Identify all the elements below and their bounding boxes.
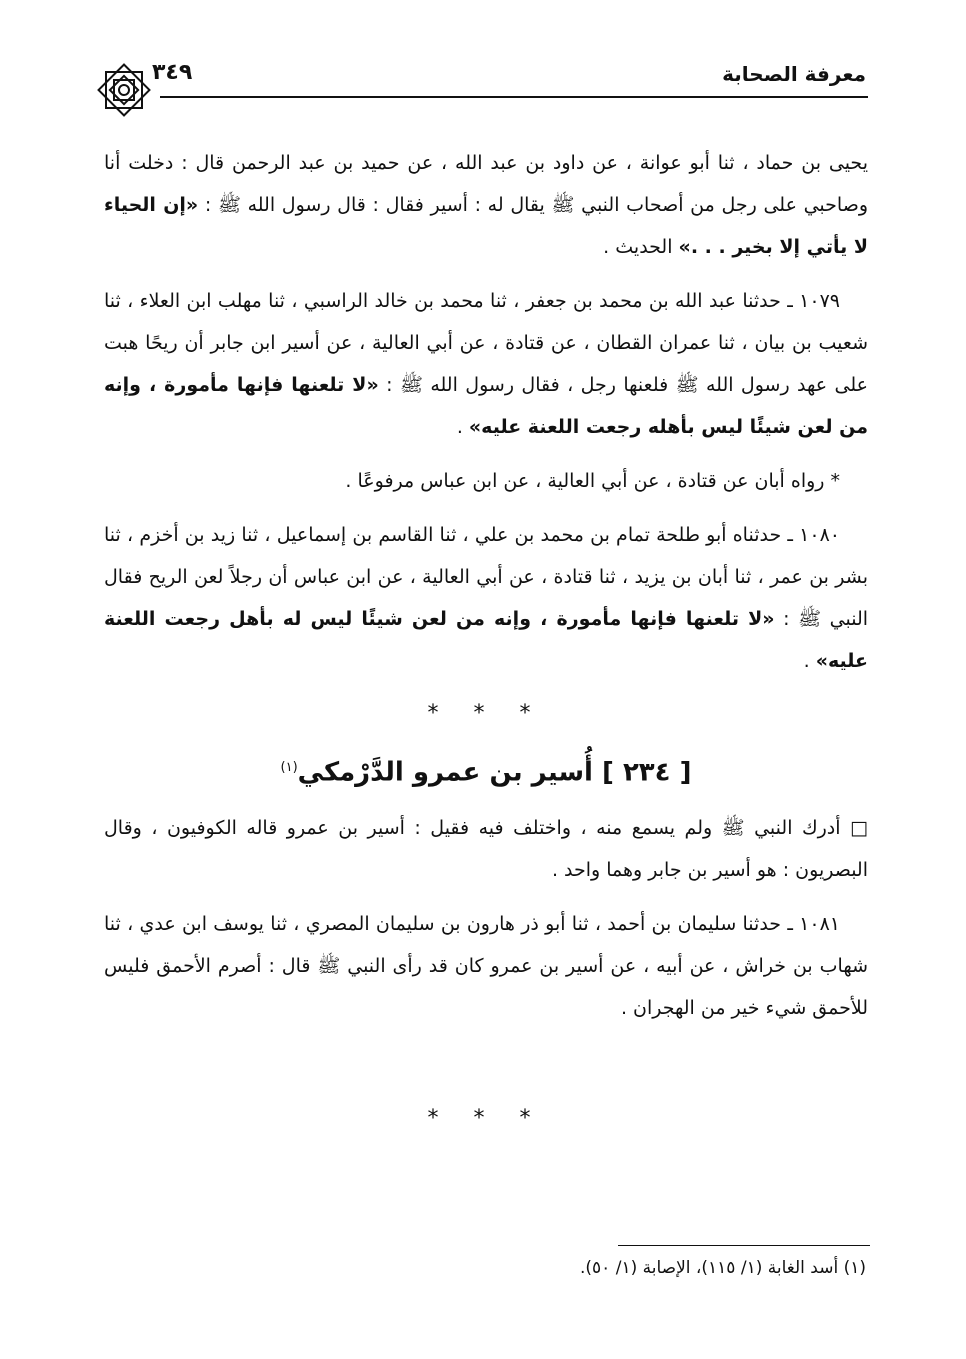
- hadith-1081: ١٠٨١ ـ حدثنا سليمان بن أحمد ، ثنا أبو ذر هارون بن سليمان المصري ، ثنا يوسف ابن عدي ، ثنا شهاب بن خراش ، عن أبيه ، عن أسير بن عمرو كان قد رأى النبي ﷺ قال : أصرم الأحمق فليس للأحمق شيء خير من الهجران .: [104, 912, 868, 1019]
- hadith-1080-text: ١٠٨٠ ـ حدثناه أبو طلحة تمام بن محمد بن علي ، ثنا القاسم بن إسماعيل ، ثنا زيد بن أخزم ، ثنا بشر بن عمر ، ثنا أبان بن يزيد ، ثنا قتادة ، عن أبي العالية ، عن ابن عباس أن رجلاً لعن الريح فقال النبي ﷺ :: [104, 524, 869, 630]
- end-divider: * * *: [427, 1105, 545, 1131]
- hadith-1079: [104, 280, 868, 448]
- section-title-text: [ ٢٣٤ ] أُسير بن عمرو الدَّرْمكي: [297, 757, 692, 788]
- hadith-1080: [104, 514, 868, 682]
- page-number: ٣٤٩: [152, 60, 193, 85]
- paragraph-1-end: الحديث .: [603, 236, 679, 258]
- ornament-icon: [94, 60, 154, 120]
- paragraph-1: [104, 142, 868, 268]
- footnote: (١) أسد الغابة (١/ ١١٥)، الإصابة (١/ ٥٠).: [579, 1258, 866, 1278]
- footnote-rule: [618, 1245, 870, 1246]
- biography-paragraph: □ أدرك النبي ﷺ ولم يسمع منه ، واختلف فيه فقيل : أسير بن عمرو قاله الكوفيون ، وقال البصريون : هو أسير بن جابر وهما واحد .: [104, 816, 868, 881]
- section-title: [104, 742, 868, 799]
- paragraph-1-text: يحيى بن حماد ، ثنا أبو عوانة ، عن داود بن عبد الله ، عن حميد بن عبد الرحمن قال : دخلت أنا وصاحبي على رجل من أصحاب النبي ﷺ يقال له : أسير فقال : قال رسول الله ﷺ :: [104, 152, 869, 216]
- section-footnote-marker: (١): [280, 760, 298, 775]
- hadith-1080-end: .: [803, 650, 816, 672]
- page-body: [104, 142, 868, 1139]
- hadith-1079-quote: «لا تلعنها فإنها مأمورة ، وإنه من لعن شيئًا ليس بأهله رجعت اللعنة عليه»: [104, 374, 868, 438]
- header-rule: [160, 96, 868, 98]
- hadith-1079-end: .: [456, 416, 469, 438]
- page-header-title: معرفة الصحابة: [722, 62, 866, 86]
- narration-note: * رواه أبان عن قتادة ، عن أبي العالية ، عن ابن عباس مرفوعًا .: [345, 470, 840, 492]
- section-divider: * * *: [427, 701, 545, 726]
- hadith-1080-quote: «لا تلعنها فإنها مأمورة ، وإنه من لعن شيئًا ليس له بأهل رجعت اللعنة عليه»: [104, 608, 868, 672]
- hadith-1079-text: ١٠٧٩ ـ حدثنا عبد الله بن محمد بن جعفر ، ثنا محمد بن خالد الراسبي ، ثنا مهلب ابن العلاء ، ثنا شعيب بن بيان ، ثنا عمران القطان ، عن قتادة ، عن أبي العالية ، عن أسير ابن جابر أن ريحًا هبت على عهد رسول الله ﷺ فلعنها رجل ، فقال رسول الله ﷺ :: [104, 290, 869, 396]
- paragraph-1-quote: «إن الحياء لا يأتي إلا بخير . . .»: [104, 194, 868, 258]
